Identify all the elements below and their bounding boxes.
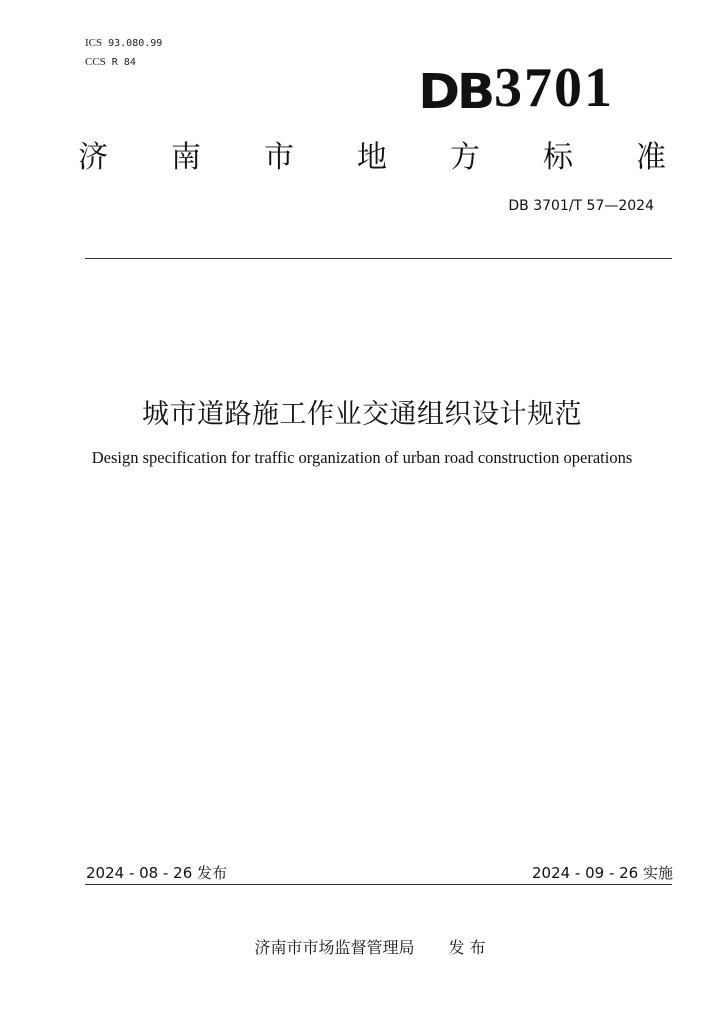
standard-type-char: 南 (171, 140, 201, 175)
standard-type-char: 准 (636, 140, 666, 175)
publisher-line (0, 935, 724, 958)
implementation-date: 2024 - 09 - 26 实施 (531, 864, 673, 882)
standard-type-char: 地 (357, 140, 387, 175)
db-logo (417, 57, 614, 120)
release-date: 2024 - 08 - 26 发布 (86, 864, 228, 882)
publisher-action: 发 布 (448, 938, 486, 957)
document-title-chinese: 城市道路施工作业交通组织设计规范 (142, 399, 582, 430)
ccs-label: CCS (85, 56, 106, 68)
standard-type-heading (78, 138, 666, 178)
ics-label: ICS (85, 37, 103, 49)
standard-type-char: 方 (450, 140, 480, 175)
publisher-name: 济南市市场监督管理局 (254, 938, 415, 957)
bottom-divider (85, 884, 672, 885)
ics-code: 93.080.99 (108, 38, 163, 49)
db-logo-number: 3701 (494, 57, 614, 119)
standard-code: DB 3701/T 57—2024 (508, 198, 654, 214)
document-title-english: Design specification for traffic organization of urban road construction operations (91, 448, 633, 467)
ics-row (85, 34, 162, 53)
standard-type-char: 市 (264, 140, 294, 175)
ccs-row (85, 53, 162, 72)
standard-type-char: 济 (78, 140, 108, 175)
ccs-code: R 84 (111, 57, 136, 68)
db-logo-prefix: DB (417, 64, 492, 120)
classification-block (85, 34, 162, 72)
top-divider (85, 258, 672, 259)
standard-type-char: 标 (543, 140, 573, 175)
